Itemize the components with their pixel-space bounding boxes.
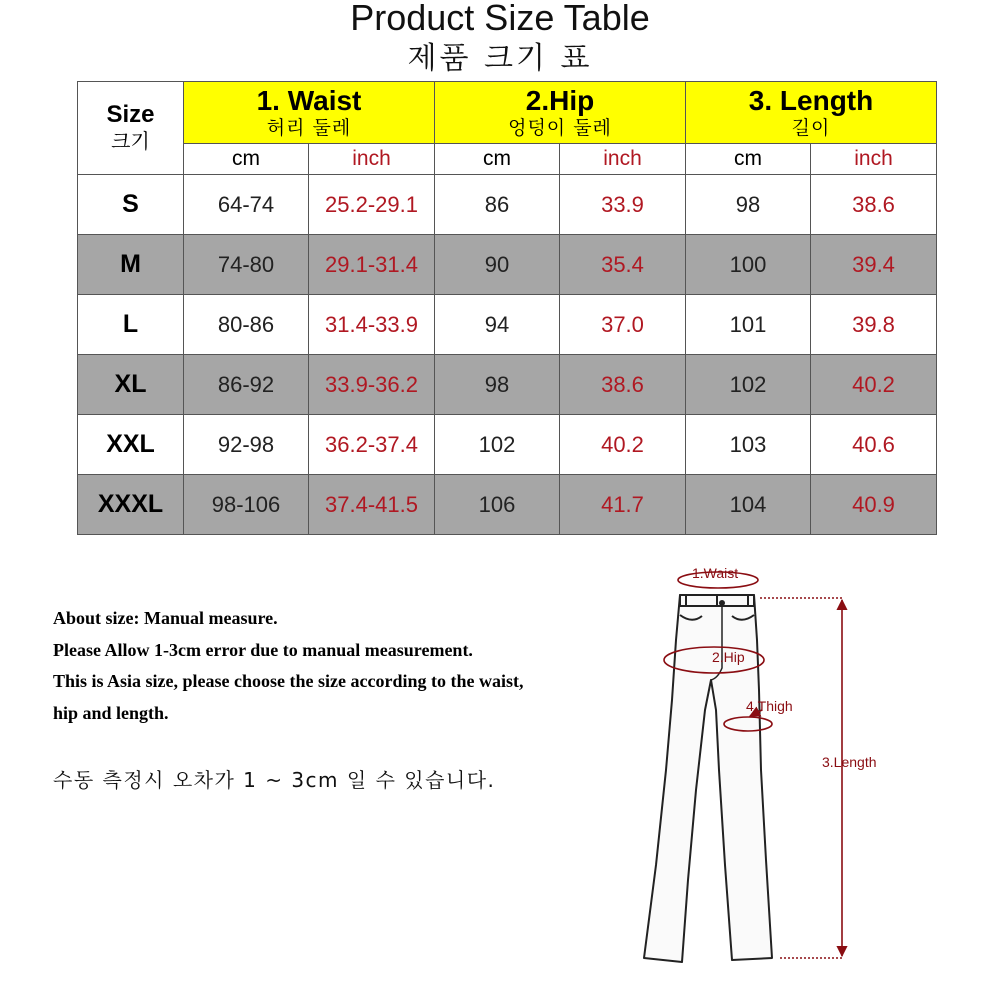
note-line: Please Allow 1-3cm error due to manual measurement.: [53, 639, 473, 660]
size-cell: S: [78, 175, 184, 235]
waist-cm-cell: 64-74: [184, 175, 309, 235]
length-cm-cell: 100: [686, 235, 811, 295]
note-korean: 수동 측정시 오차가 1 ~ 3cm 일 수 있습니다.: [53, 768, 496, 792]
length-inch-cell: 40.9: [811, 475, 937, 535]
length-measure-label: 3.Length: [822, 754, 877, 770]
length-inch-cell: 38.6: [811, 175, 937, 235]
unit-header-length-cm: cm: [686, 144, 811, 175]
length-cm-cell: 102: [686, 355, 811, 415]
waist-group-header: [184, 82, 435, 144]
unit-header-length-inch: inch: [811, 144, 937, 175]
size-cell: XL: [78, 355, 184, 415]
table-row: [78, 355, 937, 415]
hip-cm-cell: 90: [435, 235, 560, 295]
waist-header-label-korean: 허리 둘레: [266, 116, 352, 139]
hip-cm-cell: 98: [435, 355, 560, 415]
waist-cm-cell: 80-86: [184, 295, 309, 355]
waist-inch-cell: 37.4-41.5: [309, 475, 435, 535]
length-header-label: 3. Length: [748, 84, 874, 116]
waist-cm-cell: 92-98: [184, 415, 309, 475]
hip-group-header: [435, 82, 686, 144]
length-inch-cell: 39.4: [811, 235, 937, 295]
waist-cm-cell: 74-80: [184, 235, 309, 295]
page-title-korean: 제품 크기 표: [407, 41, 593, 76]
size-table: [77, 81, 937, 535]
hip-header-label: 2.Hip: [525, 84, 595, 116]
hip-header-label-korean: 엉덩이 둘레: [508, 116, 612, 139]
table-row: [78, 175, 937, 235]
waist-inch-cell: 29.1-31.4: [309, 235, 435, 295]
waist-inch-cell: 36.2-37.4: [309, 415, 435, 475]
table-row: [78, 235, 937, 295]
waist-cm-cell: 86-92: [184, 355, 309, 415]
hip-measure-label: 2.Hip: [712, 649, 745, 665]
thigh-measure-label: 4.Thigh: [746, 698, 793, 714]
unit-header-hip-cm: cm: [435, 144, 560, 175]
size-header-label-korean: 크기: [111, 129, 150, 153]
hip-inch-cell: 33.9: [560, 175, 686, 235]
size-cell: XXL: [78, 415, 184, 475]
size-notes: [53, 603, 653, 729]
hip-inch-cell: 41.7: [560, 475, 686, 535]
length-cm-cell: 101: [686, 295, 811, 355]
hip-inch-cell: 38.6: [560, 355, 686, 415]
pants-measurement-diagram: [630, 560, 930, 980]
table-row: [78, 295, 937, 355]
hip-cm-cell: 94: [435, 295, 560, 355]
hip-cm-cell: 102: [435, 415, 560, 475]
hip-cm-cell: 106: [435, 475, 560, 535]
length-header-label-korean: 길이: [791, 116, 831, 139]
note-line: hip and length.: [53, 702, 169, 723]
waist-cm-cell: 98-106: [184, 475, 309, 535]
size-header-label: Size: [106, 101, 155, 128]
hip-inch-cell: 40.2: [560, 415, 686, 475]
hip-inch-cell: 35.4: [560, 235, 686, 295]
waist-header-label: 1. Waist: [256, 84, 362, 116]
page-title: Product Size Table: [350, 0, 650, 38]
waist-inch-cell: 31.4-33.9: [309, 295, 435, 355]
size-cell: L: [78, 295, 184, 355]
size-cell: XXXL: [78, 475, 184, 535]
waist-inch-cell: 25.2-29.1: [309, 175, 435, 235]
note-line: This is Asia size, please choose the size according to the waist,: [53, 671, 524, 691]
length-cm-cell: 98: [686, 175, 811, 235]
waist-measure-label: 1.Waist: [692, 565, 739, 581]
table-row: [78, 475, 937, 535]
size-cell: M: [78, 235, 184, 295]
unit-header-waist-inch: inch: [309, 144, 435, 175]
length-cm-cell: 104: [686, 475, 811, 535]
hip-cm-cell: 86: [435, 175, 560, 235]
length-group-header: [686, 82, 937, 144]
pants-icon: [644, 595, 772, 962]
length-inch-cell: 40.2: [811, 355, 937, 415]
length-cm-cell: 103: [686, 415, 811, 475]
unit-header-hip-inch: inch: [560, 144, 686, 175]
length-inch-cell: 39.8: [811, 295, 937, 355]
size-column-header: [78, 82, 184, 175]
hip-inch-cell: 37.0: [560, 295, 686, 355]
waist-inch-cell: 33.9-36.2: [309, 355, 435, 415]
unit-header-waist-cm: cm: [184, 144, 309, 175]
table-row: [78, 415, 937, 475]
note-line: About size: Manual measure.: [53, 608, 278, 628]
length-inch-cell: 40.6: [811, 415, 937, 475]
